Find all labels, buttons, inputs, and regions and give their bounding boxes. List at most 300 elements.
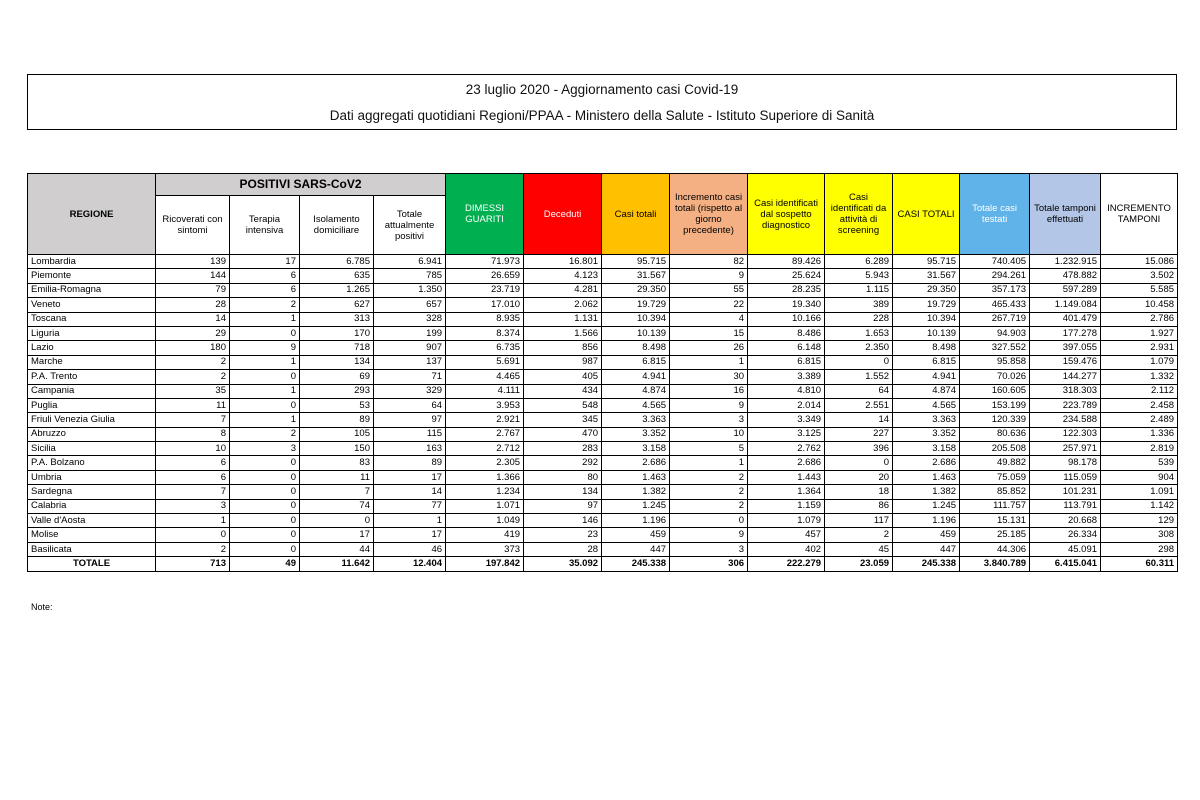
table-cell: 2.551 — [825, 398, 893, 412]
table-cell: 548 — [524, 398, 602, 412]
table-cell: 4.565 — [893, 398, 960, 412]
table-cell: 111.757 — [960, 499, 1030, 513]
table-cell: 2 — [825, 528, 893, 542]
table-cell: 144.277 — [1030, 370, 1101, 384]
table-cell: 6.941 — [374, 255, 446, 269]
table-cell: 1.366 — [446, 470, 524, 484]
table-cell: 2 — [670, 470, 748, 484]
table-cell: 15.131 — [960, 514, 1030, 528]
table-cell: 177.278 — [1030, 326, 1101, 340]
table-cell: 5.585 — [1101, 283, 1178, 297]
table-cell: 29.350 — [893, 283, 960, 297]
table-cell: 785 — [374, 269, 446, 283]
table-cell: 328 — [374, 312, 446, 326]
table-cell: 71 — [374, 370, 446, 384]
total-cell: 60.311 — [1101, 557, 1178, 571]
table-cell: 293 — [300, 384, 374, 398]
table-cell: 28 — [524, 542, 602, 556]
table-cell: 419 — [446, 528, 524, 542]
table-cell: 134 — [300, 355, 374, 369]
table-cell: 1.245 — [893, 499, 960, 513]
table-cell: 46 — [374, 542, 446, 556]
region-name-cell: Lazio — [28, 341, 156, 355]
table-cell: 2 — [156, 370, 230, 384]
table-cell: 1.196 — [602, 514, 670, 528]
region-name-cell: Abruzzo — [28, 427, 156, 441]
table-cell: 10.394 — [602, 312, 670, 326]
table-cell: 2 — [156, 542, 230, 556]
table-cell: 8 — [156, 427, 230, 441]
table-cell: 2 — [230, 427, 300, 441]
region-name-cell: Sicilia — [28, 442, 156, 456]
table-cell: 6.735 — [446, 341, 524, 355]
table-cell: 205.508 — [960, 442, 1030, 456]
col-header-isolamento: Isolamento domiciliare — [300, 196, 374, 255]
table-cell: 470 — [524, 427, 602, 441]
table-cell: 15.086 — [1101, 255, 1178, 269]
table-cell: 402 — [748, 542, 825, 556]
table-cell: 4.941 — [602, 370, 670, 384]
table-cell: 397.055 — [1030, 341, 1101, 355]
region-name-cell: Sardegna — [28, 485, 156, 499]
table-cell: 405 — [524, 370, 602, 384]
table-cell: 120.339 — [960, 413, 1030, 427]
table-cell: 10 — [670, 427, 748, 441]
table-cell: 0 — [230, 456, 300, 470]
table-cell: 122.303 — [1030, 427, 1101, 441]
table-cell: 16.801 — [524, 255, 602, 269]
table-cell: 22 — [670, 298, 748, 312]
table-cell: 1 — [156, 514, 230, 528]
table-cell: 14 — [825, 413, 893, 427]
table-row — [28, 283, 1178, 297]
table-row — [28, 528, 1178, 542]
table-cell: 8.498 — [602, 341, 670, 355]
table-row — [28, 485, 1178, 499]
table-cell: 64 — [825, 384, 893, 398]
table-cell: 657 — [374, 298, 446, 312]
table-cell: 539 — [1101, 456, 1178, 470]
table-cell: 283 — [524, 442, 602, 456]
table-cell: 1 — [230, 413, 300, 427]
covid-data-table — [27, 173, 1178, 572]
table-cell: 1.159 — [748, 499, 825, 513]
table-cell: 904 — [1101, 470, 1178, 484]
total-row — [28, 557, 1178, 571]
table-cell: 2.062 — [524, 298, 602, 312]
table-cell: 11 — [156, 398, 230, 412]
table-cell: 318.303 — [1030, 384, 1101, 398]
table-cell: 3 — [670, 542, 748, 556]
table-cell: 4.874 — [602, 384, 670, 398]
table-cell: 329 — [374, 384, 446, 398]
table-cell: 396 — [825, 442, 893, 456]
table-cell: 1.350 — [374, 283, 446, 297]
table-cell: 1.149.084 — [1030, 298, 1101, 312]
table-cell: 298 — [1101, 542, 1178, 556]
table-cell: 2.489 — [1101, 413, 1178, 427]
table-cell: 6.785 — [300, 255, 374, 269]
table-cell: 1.049 — [446, 514, 524, 528]
table-cell: 70.026 — [960, 370, 1030, 384]
table-cell: 71.973 — [446, 255, 524, 269]
region-name-cell: Umbria — [28, 470, 156, 484]
table-row — [28, 542, 1178, 556]
col-header-terapia-intensiva: Terapia intensiva — [230, 196, 300, 255]
table-cell: 308 — [1101, 528, 1178, 542]
table-cell: 447 — [893, 542, 960, 556]
table-cell: 401.479 — [1030, 312, 1101, 326]
title-box — [27, 74, 1177, 130]
table-cell: 6 — [230, 283, 300, 297]
table-cell: 6.815 — [602, 355, 670, 369]
table-cell: 26.334 — [1030, 528, 1101, 542]
total-cell: 35.092 — [524, 557, 602, 571]
table-cell: 15 — [670, 326, 748, 340]
table-cell: 199 — [374, 326, 446, 340]
table-cell: 14 — [156, 312, 230, 326]
table-cell: 345 — [524, 413, 602, 427]
table-cell: 31.567 — [893, 269, 960, 283]
table-cell: 49.882 — [960, 456, 1030, 470]
table-cell: 6 — [156, 456, 230, 470]
table-row — [28, 370, 1178, 384]
table-cell: 80.636 — [960, 427, 1030, 441]
table-cell: 101.231 — [1030, 485, 1101, 499]
table-cell: 2.767 — [446, 427, 524, 441]
total-cell: 12.404 — [374, 557, 446, 571]
table-cell: 2.819 — [1101, 442, 1178, 456]
table-row — [28, 514, 1178, 528]
table-cell: 5.691 — [446, 355, 524, 369]
table-cell: 2.712 — [446, 442, 524, 456]
table-cell: 4.465 — [446, 370, 524, 384]
table-cell: 1 — [670, 355, 748, 369]
table-cell: 3.389 — [748, 370, 825, 384]
table-cell: 907 — [374, 341, 446, 355]
region-name-cell: Molise — [28, 528, 156, 542]
table-cell: 98.178 — [1030, 456, 1101, 470]
table-cell: 3.502 — [1101, 269, 1178, 283]
table-cell: 20.668 — [1030, 514, 1101, 528]
region-name-cell: Basilicata — [28, 542, 156, 556]
table-cell: 44 — [300, 542, 374, 556]
table-cell: 10 — [156, 442, 230, 456]
table-cell: 146 — [524, 514, 602, 528]
table-cell: 3.953 — [446, 398, 524, 412]
table-cell: 28.235 — [748, 283, 825, 297]
group-header-positivi: POSITIVI SARS-CoV2 — [156, 174, 446, 196]
table-cell: 139 — [156, 255, 230, 269]
table-cell: 1.336 — [1101, 427, 1178, 441]
table-cell: 3.125 — [748, 427, 825, 441]
total-cell: 23.059 — [825, 557, 893, 571]
table-cell: 4.281 — [524, 283, 602, 297]
total-cell: 245.338 — [893, 557, 960, 571]
table-cell: 2.762 — [748, 442, 825, 456]
table-cell: 2 — [230, 298, 300, 312]
table-cell: 4.810 — [748, 384, 825, 398]
table-cell: 159.476 — [1030, 355, 1101, 369]
table-cell: 95.858 — [960, 355, 1030, 369]
table-cell: 29.350 — [602, 283, 670, 297]
region-name-cell: Calabria — [28, 499, 156, 513]
table-cell: 89 — [300, 413, 374, 427]
table-cell: 459 — [602, 528, 670, 542]
table-cell: 1.245 — [602, 499, 670, 513]
col-header-incremento-tamponi: INCREMENTO TAMPONI — [1101, 174, 1178, 255]
table-cell: 228 — [825, 312, 893, 326]
table-cell: 26 — [670, 341, 748, 355]
table-cell: 74 — [300, 499, 374, 513]
region-name-cell: P.A. Trento — [28, 370, 156, 384]
region-name-cell: Lombardia — [28, 255, 156, 269]
table-cell: 1.142 — [1101, 499, 1178, 513]
table-cell: 160.605 — [960, 384, 1030, 398]
table-cell: 6 — [230, 269, 300, 283]
table-cell: 5 — [670, 442, 748, 456]
table-cell: 89.426 — [748, 255, 825, 269]
table-cell: 2.786 — [1101, 312, 1178, 326]
page-title: 23 luglio 2020 - Aggiornamento casi Covid-19 — [465, 82, 739, 97]
table-cell: 23 — [524, 528, 602, 542]
table-row — [28, 269, 1178, 283]
table-cell: 0 — [230, 326, 300, 340]
table-cell: 2.305 — [446, 456, 524, 470]
table-cell: 115.059 — [1030, 470, 1101, 484]
table-cell: 6.289 — [825, 255, 893, 269]
table-cell: 1.234 — [446, 485, 524, 499]
table-cell: 17 — [230, 255, 300, 269]
table-cell: 1 — [230, 384, 300, 398]
col-header-regione: REGIONE — [28, 174, 156, 255]
table-cell: 6.148 — [748, 341, 825, 355]
table-cell: 23.719 — [446, 283, 524, 297]
table-cell: 9 — [670, 269, 748, 283]
table-cell: 170 — [300, 326, 374, 340]
table-row — [28, 499, 1178, 513]
table-cell: 1.071 — [446, 499, 524, 513]
table-cell: 4.874 — [893, 384, 960, 398]
table-cell: 80 — [524, 470, 602, 484]
table-cell: 163 — [374, 442, 446, 456]
table-cell: 75.059 — [960, 470, 1030, 484]
table-cell: 0 — [230, 528, 300, 542]
table-cell: 3 — [670, 413, 748, 427]
table-cell: 373 — [446, 542, 524, 556]
total-cell: 713 — [156, 557, 230, 571]
table-cell: 17 — [374, 470, 446, 484]
region-name-cell: Puglia — [28, 398, 156, 412]
table-cell: 10.166 — [748, 312, 825, 326]
table-cell: 115 — [374, 427, 446, 441]
table-cell: 635 — [300, 269, 374, 283]
total-cell: 222.279 — [748, 557, 825, 571]
table-cell: 234.588 — [1030, 413, 1101, 427]
table-cell: 1.653 — [825, 326, 893, 340]
table-cell: 0 — [230, 485, 300, 499]
table-cell: 8.498 — [893, 341, 960, 355]
table-cell: 1.265 — [300, 283, 374, 297]
table-cell: 26.659 — [446, 269, 524, 283]
table-cell: 29 — [156, 326, 230, 340]
region-name-cell: P.A. Bolzano — [28, 456, 156, 470]
total-cell: 49 — [230, 557, 300, 571]
table-cell: 740.405 — [960, 255, 1030, 269]
table-cell: 25.185 — [960, 528, 1030, 542]
table-cell: 4 — [670, 312, 748, 326]
table-cell: 10.394 — [893, 312, 960, 326]
table-cell: 227 — [825, 427, 893, 441]
table-cell: 1.443 — [748, 470, 825, 484]
table-cell: 19.340 — [748, 298, 825, 312]
table-cell: 457 — [748, 528, 825, 542]
col-header-deceduti: Deceduti — [524, 174, 602, 255]
table-cell: 10.458 — [1101, 298, 1178, 312]
table-cell: 144 — [156, 269, 230, 283]
table-cell: 1.566 — [524, 326, 602, 340]
table-cell: 5.943 — [825, 269, 893, 283]
table-cell: 2.686 — [893, 456, 960, 470]
table-cell: 327.552 — [960, 341, 1030, 355]
table-cell: 113.791 — [1030, 499, 1101, 513]
table-body — [28, 255, 1178, 572]
col-header-incremento-casi: Incremento casi totali (rispetto al giorno precedente) — [670, 174, 748, 255]
table-cell: 0 — [230, 514, 300, 528]
table-cell: 7 — [156, 413, 230, 427]
table-cell: 129 — [1101, 514, 1178, 528]
table-cell: 8.935 — [446, 312, 524, 326]
table-cell: 28 — [156, 298, 230, 312]
table-cell: 1.115 — [825, 283, 893, 297]
table-cell: 0 — [300, 514, 374, 528]
table-cell: 0 — [230, 370, 300, 384]
table-cell: 7 — [156, 485, 230, 499]
table-cell: 1.232.915 — [1030, 255, 1101, 269]
table-cell: 2 — [670, 499, 748, 513]
table-cell: 55 — [670, 283, 748, 297]
col-header-sospetto-diagnostico: Casi identificati dal sospetto diagnostico — [748, 174, 825, 255]
table-row — [28, 298, 1178, 312]
col-header-casi-totali: Casi totali — [602, 174, 670, 255]
table-cell: 0 — [825, 456, 893, 470]
table-cell: 389 — [825, 298, 893, 312]
table-cell: 117 — [825, 514, 893, 528]
table-cell: 53 — [300, 398, 374, 412]
table-row — [28, 255, 1178, 269]
table-cell: 1.079 — [1101, 355, 1178, 369]
table-row — [28, 398, 1178, 412]
table-cell: 17 — [374, 528, 446, 542]
table-row — [28, 355, 1178, 369]
table-row — [28, 470, 1178, 484]
table-row — [28, 341, 1178, 355]
table-cell: 2 — [156, 355, 230, 369]
table-cell: 1.927 — [1101, 326, 1178, 340]
col-header-casi-testati: Totale casi testati — [960, 174, 1030, 255]
table-cell: 0 — [230, 499, 300, 513]
table-cell: 17.010 — [446, 298, 524, 312]
table-cell: 447 — [602, 542, 670, 556]
table-cell: 10.139 — [893, 326, 960, 340]
table-cell: 3.363 — [602, 413, 670, 427]
table-cell: 134 — [524, 485, 602, 499]
table-cell: 357.173 — [960, 283, 1030, 297]
table-cell: 627 — [300, 298, 374, 312]
table-cell: 597.289 — [1030, 283, 1101, 297]
table-cell: 16 — [670, 384, 748, 398]
table-cell: 86 — [825, 499, 893, 513]
region-name-cell: Toscana — [28, 312, 156, 326]
table-cell: 0 — [825, 355, 893, 369]
table-cell: 6.815 — [748, 355, 825, 369]
table-row — [28, 427, 1178, 441]
table-cell: 85.852 — [960, 485, 1030, 499]
table-cell: 45.091 — [1030, 542, 1101, 556]
region-name-cell: Friuli Venezia Giulia — [28, 413, 156, 427]
table-cell: 44.306 — [960, 542, 1030, 556]
table-cell: 2.350 — [825, 341, 893, 355]
table-cell: 83 — [300, 456, 374, 470]
col-header-ricoverati: Ricoverati con sintomi — [156, 196, 230, 255]
table-cell: 89 — [374, 456, 446, 470]
table-cell: 97 — [374, 413, 446, 427]
table-cell: 1.552 — [825, 370, 893, 384]
table-cell: 95.715 — [602, 255, 670, 269]
table-cell: 9 — [670, 528, 748, 542]
table-cell: 459 — [893, 528, 960, 542]
table-cell: 718 — [300, 341, 374, 355]
table-cell: 25.624 — [748, 269, 825, 283]
table-row — [28, 442, 1178, 456]
col-header-casi-totali-2: CASI TOTALI — [893, 174, 960, 255]
total-cell: 197.842 — [446, 557, 524, 571]
table-cell: 987 — [524, 355, 602, 369]
table-cell: 20 — [825, 470, 893, 484]
table-cell: 95.715 — [893, 255, 960, 269]
table-cell: 35 — [156, 384, 230, 398]
table-cell: 3.352 — [893, 427, 960, 441]
table-row — [28, 312, 1178, 326]
table-cell: 3 — [230, 442, 300, 456]
table-cell: 3.349 — [748, 413, 825, 427]
table-cell: 4.941 — [893, 370, 960, 384]
table-cell: 1.131 — [524, 312, 602, 326]
table-cell: 2 — [670, 485, 748, 499]
region-name-cell: Campania — [28, 384, 156, 398]
table-row — [28, 456, 1178, 470]
total-cell: 306 — [670, 557, 748, 571]
table-cell: 2.921 — [446, 413, 524, 427]
table-cell: 9 — [670, 398, 748, 412]
table-cell: 856 — [524, 341, 602, 355]
table-cell: 2.686 — [602, 456, 670, 470]
table-cell: 3.158 — [893, 442, 960, 456]
table-cell: 1.196 — [893, 514, 960, 528]
table-cell: 10.139 — [602, 326, 670, 340]
table-row — [28, 326, 1178, 340]
region-name-cell: Marche — [28, 355, 156, 369]
table-cell: 4.111 — [446, 384, 524, 398]
table-cell: 6 — [156, 470, 230, 484]
table-cell: 3.352 — [602, 427, 670, 441]
table-cell: 478.882 — [1030, 269, 1101, 283]
table-cell: 223.789 — [1030, 398, 1101, 412]
table-cell: 1 — [374, 514, 446, 528]
col-header-dimessi-guariti: DIMESSI GUARITI — [446, 174, 524, 255]
total-cell: 245.338 — [602, 557, 670, 571]
table-cell: 1.382 — [893, 485, 960, 499]
